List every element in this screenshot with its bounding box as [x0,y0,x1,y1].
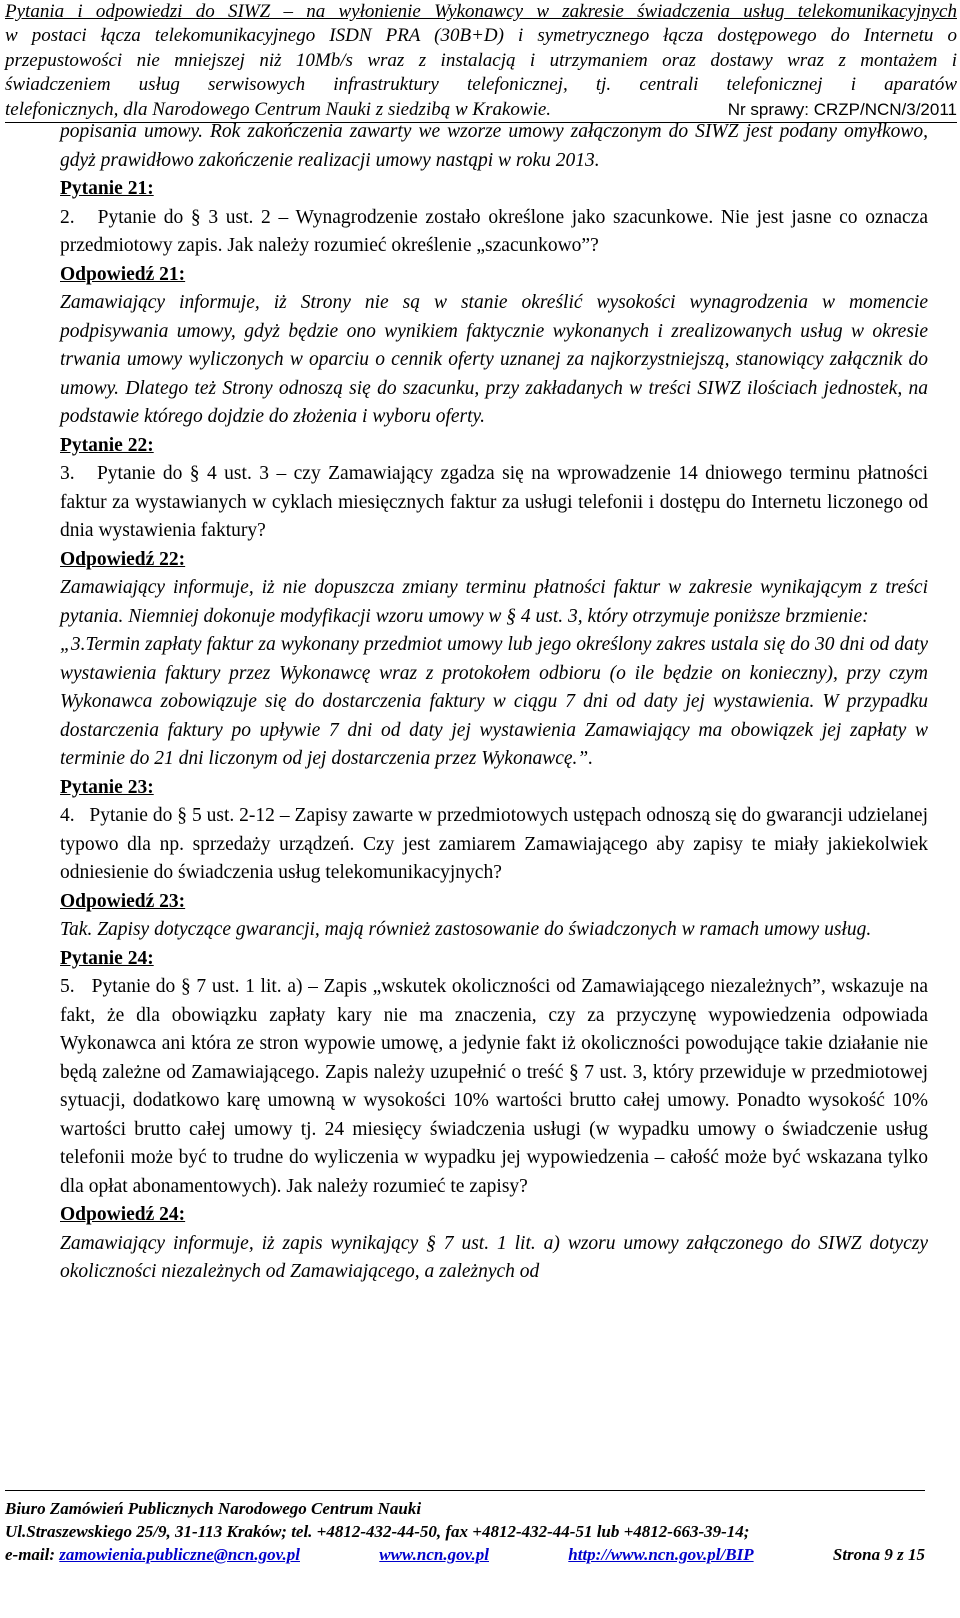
question-24-text: 5. Pytanie do § 7 ust. 1 lit. a) – Zapis „wskutek okoliczności od Zamawiającego niezależnych”, wskazuje na fakt, że dla obowiązku zapłaty kary nie ma znaczenia, czy za przyczynę wypowiedzenia odpowiada Wykonawca ani która ze stron wypowie umowę, a jedynie fakt iż okoliczności powodujące takie działanie nie będą zależne od Zamawiającego. Zapis należy uzupełnić o treść § 7 ust. 3, który przewiduje w przedmiotowej sytuacji, dodatkowo karę umowną w wysokości 10% wartości brutto całej umowy. Ponadto wysokość 10% wartości brutto całej umowy tj. 24 miesięcy świadczenia usługi (w wypadku umowy o świadczenie usług telefonii może być to trudne do wyliczenia w wypadku jej wypowiedzenia – całość może być wskazana tylko dla opłat abonamentowych). Jak należy rozumieć te zapisy? [60,976,933,1197]
footer-organization: Biuro Zamówień Publicznych Narodowego Centrum Nauki [5,1499,422,1518]
answer-24-heading: Odpowiedź 24: [60,1204,186,1225]
footer-email-link[interactable]: zamowienia.publiczne@ncn.gov.pl [59,1545,300,1564]
paragraph-continuation: popisania umowy. Rok zakończenia zawarty we wzorze umowy załączonym do SIWZ jest podany omyłkowo, gdyż prawidłowo zakończenie realizacji umowy nastąpi w roku 2013. [60,121,928,171]
footer-email-label: e-mail: [5,1545,56,1564]
answer-22-heading: Odpowiedź 22: [60,548,186,570]
answer-21-heading: Odpowiedź 21: [60,263,186,285]
footer-contact-line [5,1543,925,1566]
page-footer [5,1490,925,1566]
question-23-heading: Pytanie 23: [60,776,154,798]
page-body [60,118,933,1287]
answer-23-text: Tak. Zapisy dotyczące gwarancji, mają również zastosowanie do świadczonych w ramach umowy usług. [60,919,872,940]
answer-23-heading: Odpowiedź 23: [60,890,186,912]
question-24-heading: Pytanie 24: [60,947,154,969]
question-21-text: 2. Pytanie do § 3 ust. 2 – Wynagrodzenie zostało określone jako szacunkowe. Nie jest jasne co oznacza przedmiotowy zapis. Jak należy rozumieć określenie „szacunkowo”? [60,206,933,256]
case-number: Nr sprawy: CRZP/NCN/3/2011 [727,99,957,119]
answer-24-text: Zamawiający informuje, iż zapis wynikający § 7 ust. 1 lit. a) wzoru umowy załączonego do SIWZ dotyczy okoliczności niezależnych od Zamawiającego, a zależnych od [60,1232,928,1282]
question-21-heading: Pytanie 21: [60,178,154,199]
header-line-4: świadczeniem usług serwisowych infrastruktury telefonicznej, tj. centrali telefonicznej i aparatów [5,74,957,96]
footer-address: Ul.Straszewskiego 25/9, 31-113 Kraków; tel. +4812-432-44-50, fax +4812-432-44-51 lub +4812-663-39-14; [5,1522,750,1541]
footer-site-link[interactable]: www.ncn.gov.pl [379,1545,489,1564]
question-22-text: 3. Pytanie do § 4 ust. 3 – czy Zamawiający zgadza się na wprowadzenie 14 dniowego terminu płatności faktur za wystawianych w cyklach miesięcznych faktur za usługi telefonii i dostępu do Internetu liczonego od dnia wystawienia faktury? [60,463,933,541]
page-header [5,0,957,123]
answer-21-text: Zamawiający informuje, iż Strony nie są w stanie określić wysokości wynagrodzenia w momencie podpisywania umowy, gdyż będzie ono wynikiem faktycznie wykonanych i zrealizowanych usług w okresie trwania umowy wyliczonych w oparciu o cennik oferty uznanej za najkorzystniejszą, stanowiący załącznik do umowy. Dlatego też Strony odnoszą się do szacunku, przy zakładanych w treści SIWZ ilościach jednostek, na podstawie którego dojdzie do złożenia i wyboru oferty. [60,292,928,427]
header-line-1: Pytania i odpowiedzi do SIWZ – na wyłonienie Wykonawcy w zakresie świadczenia usług telekomunikacyjnych [5,1,957,22]
answer-22-text: Zamawiający informuje, iż nie dopuszcza zmiany terminu płatności faktur w zakresie wynikającym z treści pytania. Niemniej dokonuje modyfikacji wzoru umowy w § 4 ust. 3, który otrzymuje poniższe brzmienie: [60,577,928,627]
page-number: Strona 9 z 15 [832,1545,925,1564]
header-line-3: przepustowości nie mniejszej niż 10Mb/s wraz z instalacją i utrzymaniem oraz dostawy wraz z montażem i [5,49,957,71]
footer-bip-link[interactable]: http://www.ncn.gov.pl/BIP [568,1545,754,1564]
header-line-2: w postaci łącza telekomunikacyjnego ISDN PRA (30B+D) i symetrycznego łącza dostępowego do Internetu o [5,25,957,47]
question-22-heading: Pytanie 22: [60,434,154,456]
footer-email-group [5,1543,300,1566]
question-23-text: 4. Pytanie do § 5 ust. 2-12 – Zapisy zawarte w przedmiotowych ustępach odnoszą się do gwarancji udzielanej typowo dla np. sprzedaży urządzeń. Czy jest zamiarem Zamawiającego aby zapisy te miały jakiekolwiek odniesienie do świadczenia usług telekomunikacyjnych? [60,805,933,883]
answer-22-quote: „3.Termin zapłaty faktur za wykonany przedmiot umowy lub jego określony zakres ustala się do 30 dni od daty wystawienia faktury przez Wykonawcę wraz z protokołem odbioru (o ile będzie on konieczny), przy czym Wykonawca zobowiązuje się do dostarczenia faktury w ciągu 7 dni od daty jej wystawienia. W przypadku dostarczenia faktury po upływie 7 dni od daty jej wystawienia Zamawiający ma obowiązek jej zapłaty w terminie do 21 dni liczonym od jej dostarczenia przez Wykonawcę.”. [60,634,928,769]
header-institution: telefonicznych, dla Narodowego Centrum Nauki z siedzibą w Krakowie. [5,98,552,120]
footer-divider [5,1490,925,1491]
